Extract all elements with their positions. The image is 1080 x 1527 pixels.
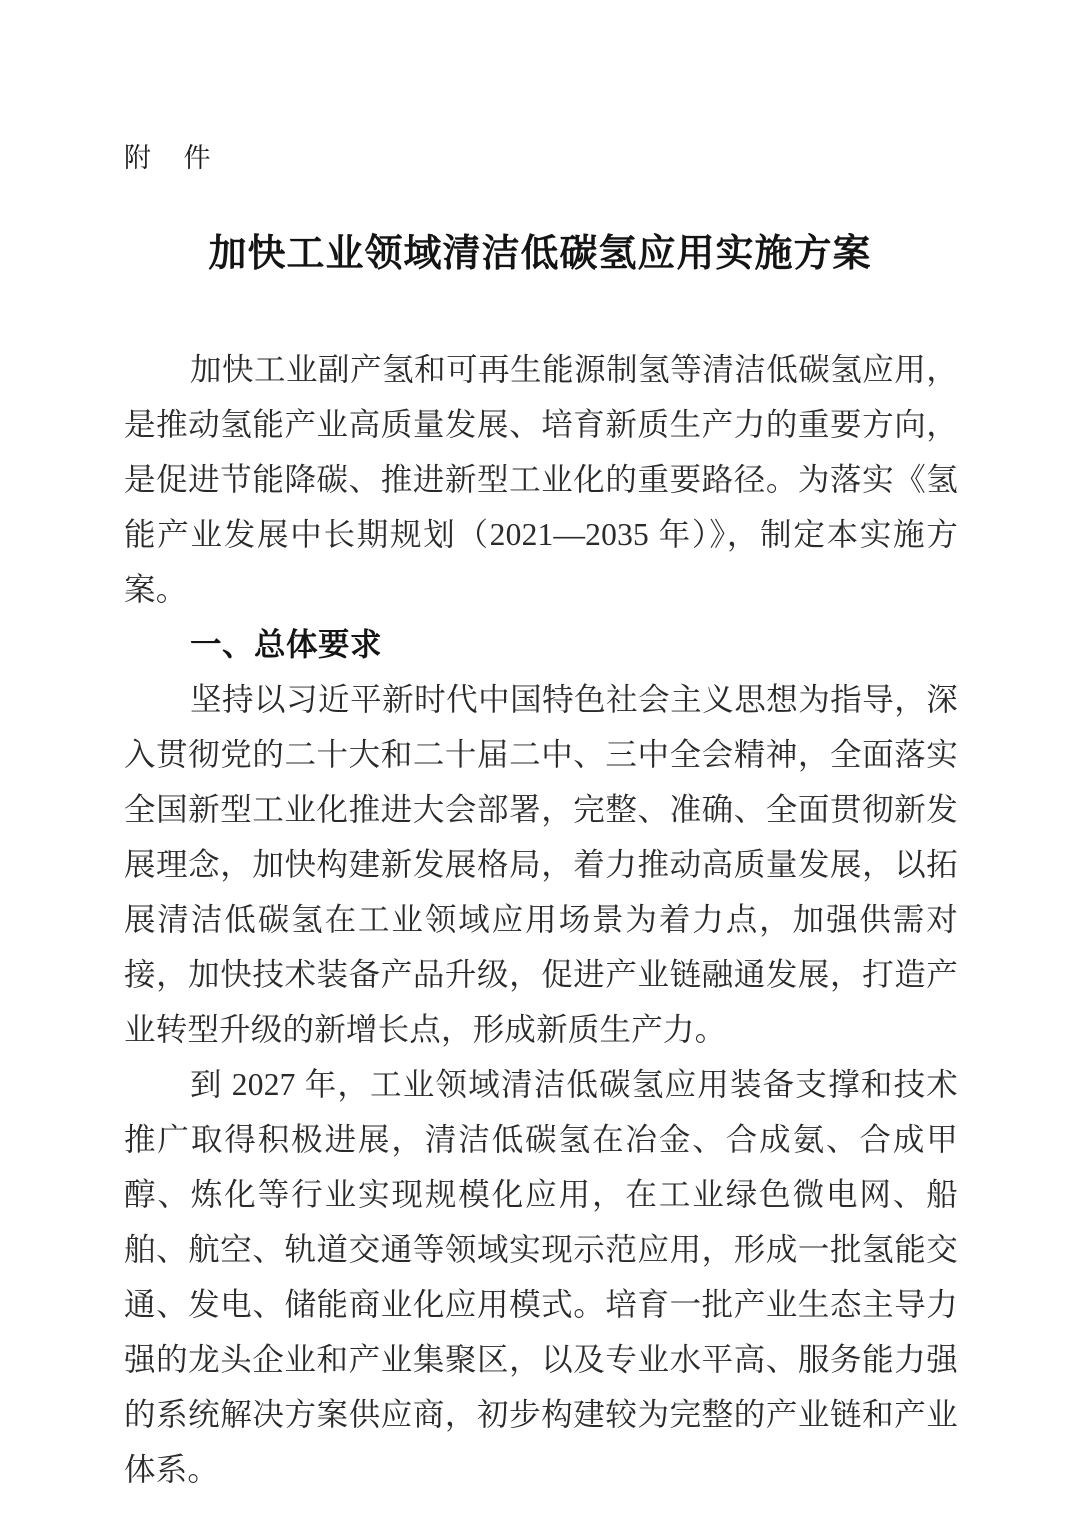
document-body: [124, 342, 958, 1497]
body-paragraph: 坚持以习近平新时代中国特色社会主义思想为指导，深入贯彻党的二十大和二十届二中、三中全会精神，全面落实全国新型工业化推进大会部署，完整、准确、全面贯彻新发展理念，加快构建新发展格局，着力推动高质量发展，以拓展清洁低碳氢在工业领域应用场景为着力点，加强供需对接，加快技术装备产品升级，促进产业链融通发展，打造产业转型升级的新增长点，形成新质生产力。: [124, 682, 958, 1047]
body-paragraph: 到 2027 年，工业领域清洁低碳氢应用装备支撑和技术推广取得积极进展，清洁低碳氢在冶金、合成氨、合成甲醇、炼化等行业实现规模化应用，在工业绿色微电网、船舶、航空、轨道交通等领域实现示范应用，形成一批氢能交通、发电、储能商业化应用模式。培育一批产业生态主导力强的龙头企业和产业集聚区，以及专业水平高、服务能力强的系统解决方案供应商，初步构建较为完整的产业链和产业体系。: [124, 1067, 958, 1487]
page-title: 加快工业领域清洁低碳氢应用实施方案: [208, 233, 872, 275]
attachment-label: 附 件: [124, 143, 212, 173]
body-paragraph: 加快工业副产氢和可再生能源制氢等清洁低碳氢应用，是推动氢能产业高质量发展、培育新质生产力的重要方向，是促进节能降碳、推进新型工业化的重要路径。为落实《氢能产业发展中长期规划（2021—2035 年）》，制定本实施方案。: [124, 352, 958, 607]
section-heading: 一、总体要求: [190, 626, 383, 662]
